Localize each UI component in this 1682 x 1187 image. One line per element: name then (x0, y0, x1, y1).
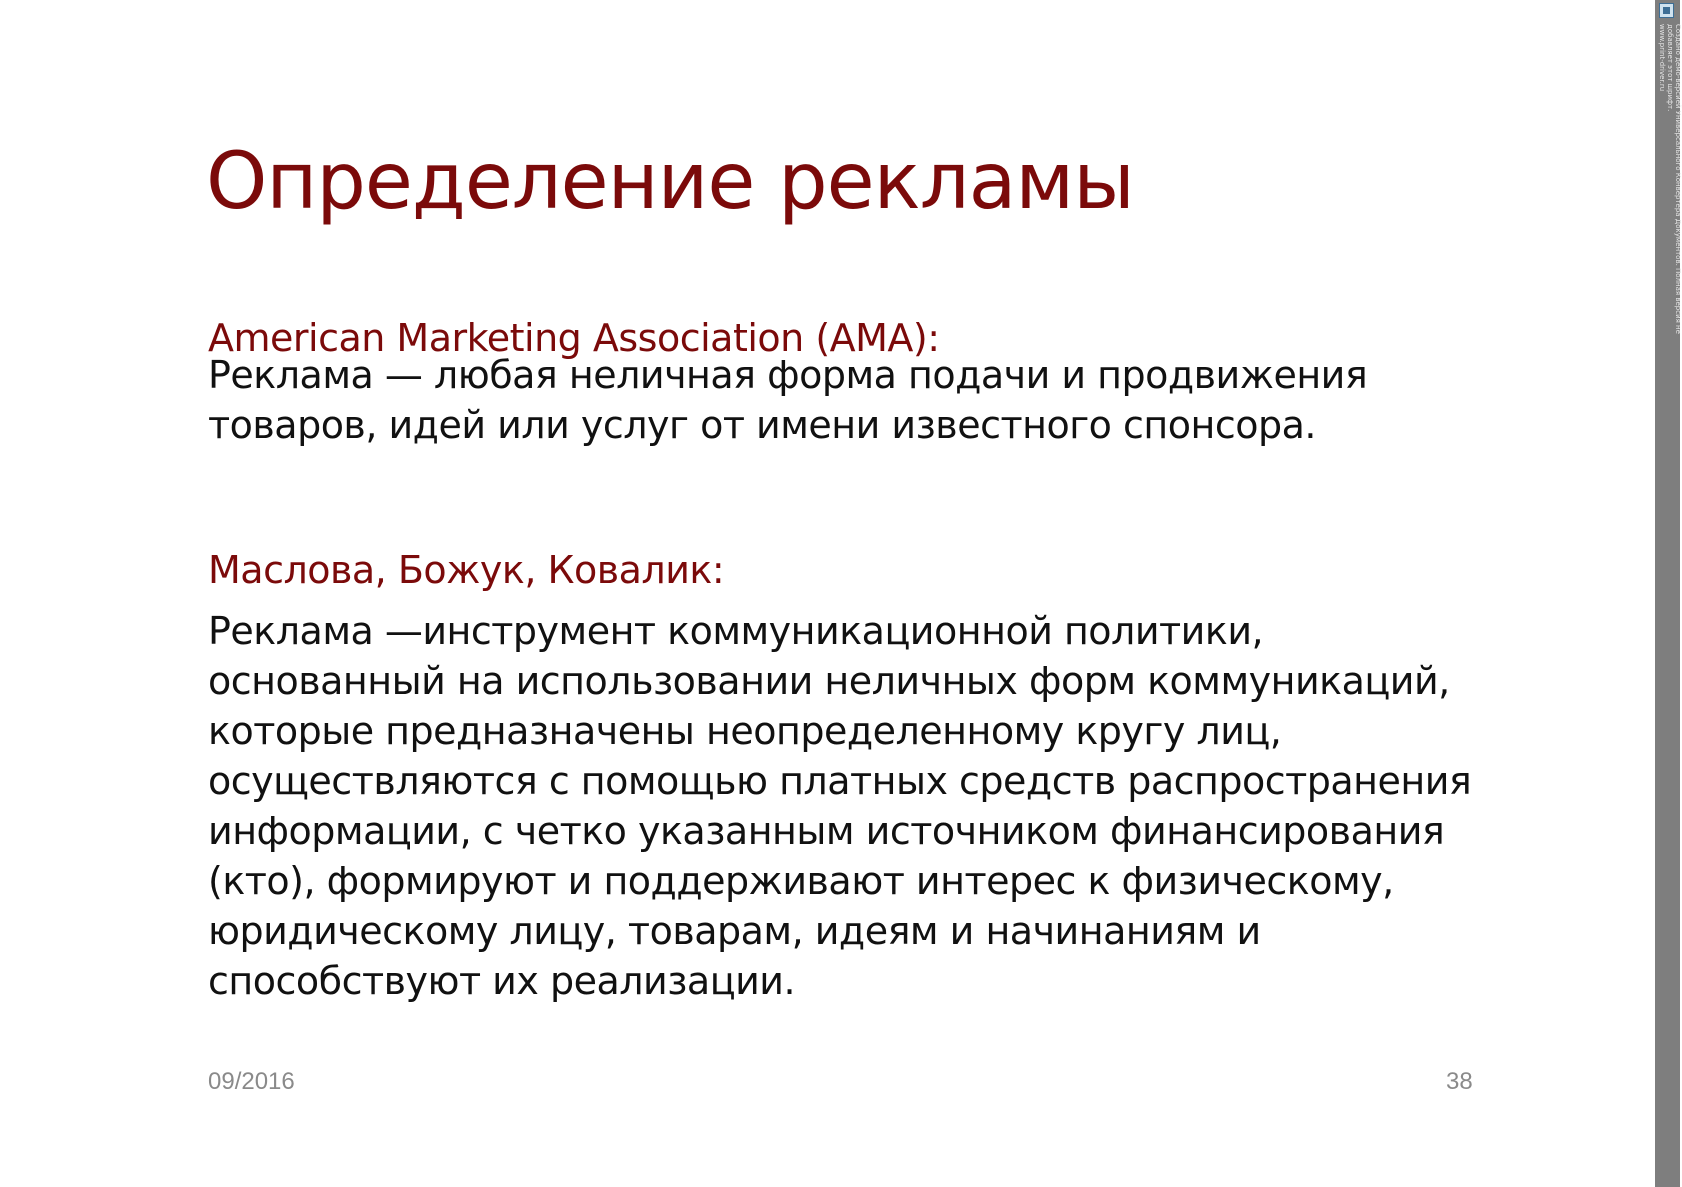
watermark-line: Создано демо-версией Универсального Конвертера Документов. Полная версия не добавляет этот шрифт. (1666, 24, 1682, 334)
section-body-ama (208, 350, 1367, 450)
footer-page-number: 38 (1446, 1068, 1473, 1095)
document-icon[interactable] (1659, 3, 1674, 18)
body-line: Реклама —инструмент коммуникационной политики, (208, 609, 1264, 653)
watermark-text (1658, 24, 1682, 344)
body-line: способствуют их реализации. (208, 959, 796, 1003)
body-line: которые предназначены неопределенному кругу лиц, (208, 709, 1282, 753)
body-line: информации, с четко указанным источником финансирования (208, 809, 1445, 853)
section-heading-authors: Маслова, Божук, Ковалик: (208, 548, 725, 592)
footer-date: 09/2016 (208, 1068, 295, 1095)
watermark-line: www.print-driver.ru (1658, 24, 1666, 92)
slide-title: Определение рекламы (206, 137, 1134, 227)
body-line: основанный на использовании неличных форм коммуникаций, (208, 659, 1450, 703)
body-line: юридическому лицу, товарам, идеям и начинаниям и (208, 909, 1261, 953)
body-line: (кто), формируют и поддерживают интерес к физическому, (208, 859, 1394, 903)
section-heading-ama: American Marketing Association (AMA): (208, 316, 940, 360)
body-line: Реклама — любая неличная форма подачи и продвижения (208, 353, 1368, 397)
section-body-authors (208, 606, 1471, 1006)
body-line: товаров, идей или услуг от имени известного спонсора. (208, 403, 1316, 447)
body-line: осуществляются с помощью платных средств распространения (208, 759, 1472, 803)
